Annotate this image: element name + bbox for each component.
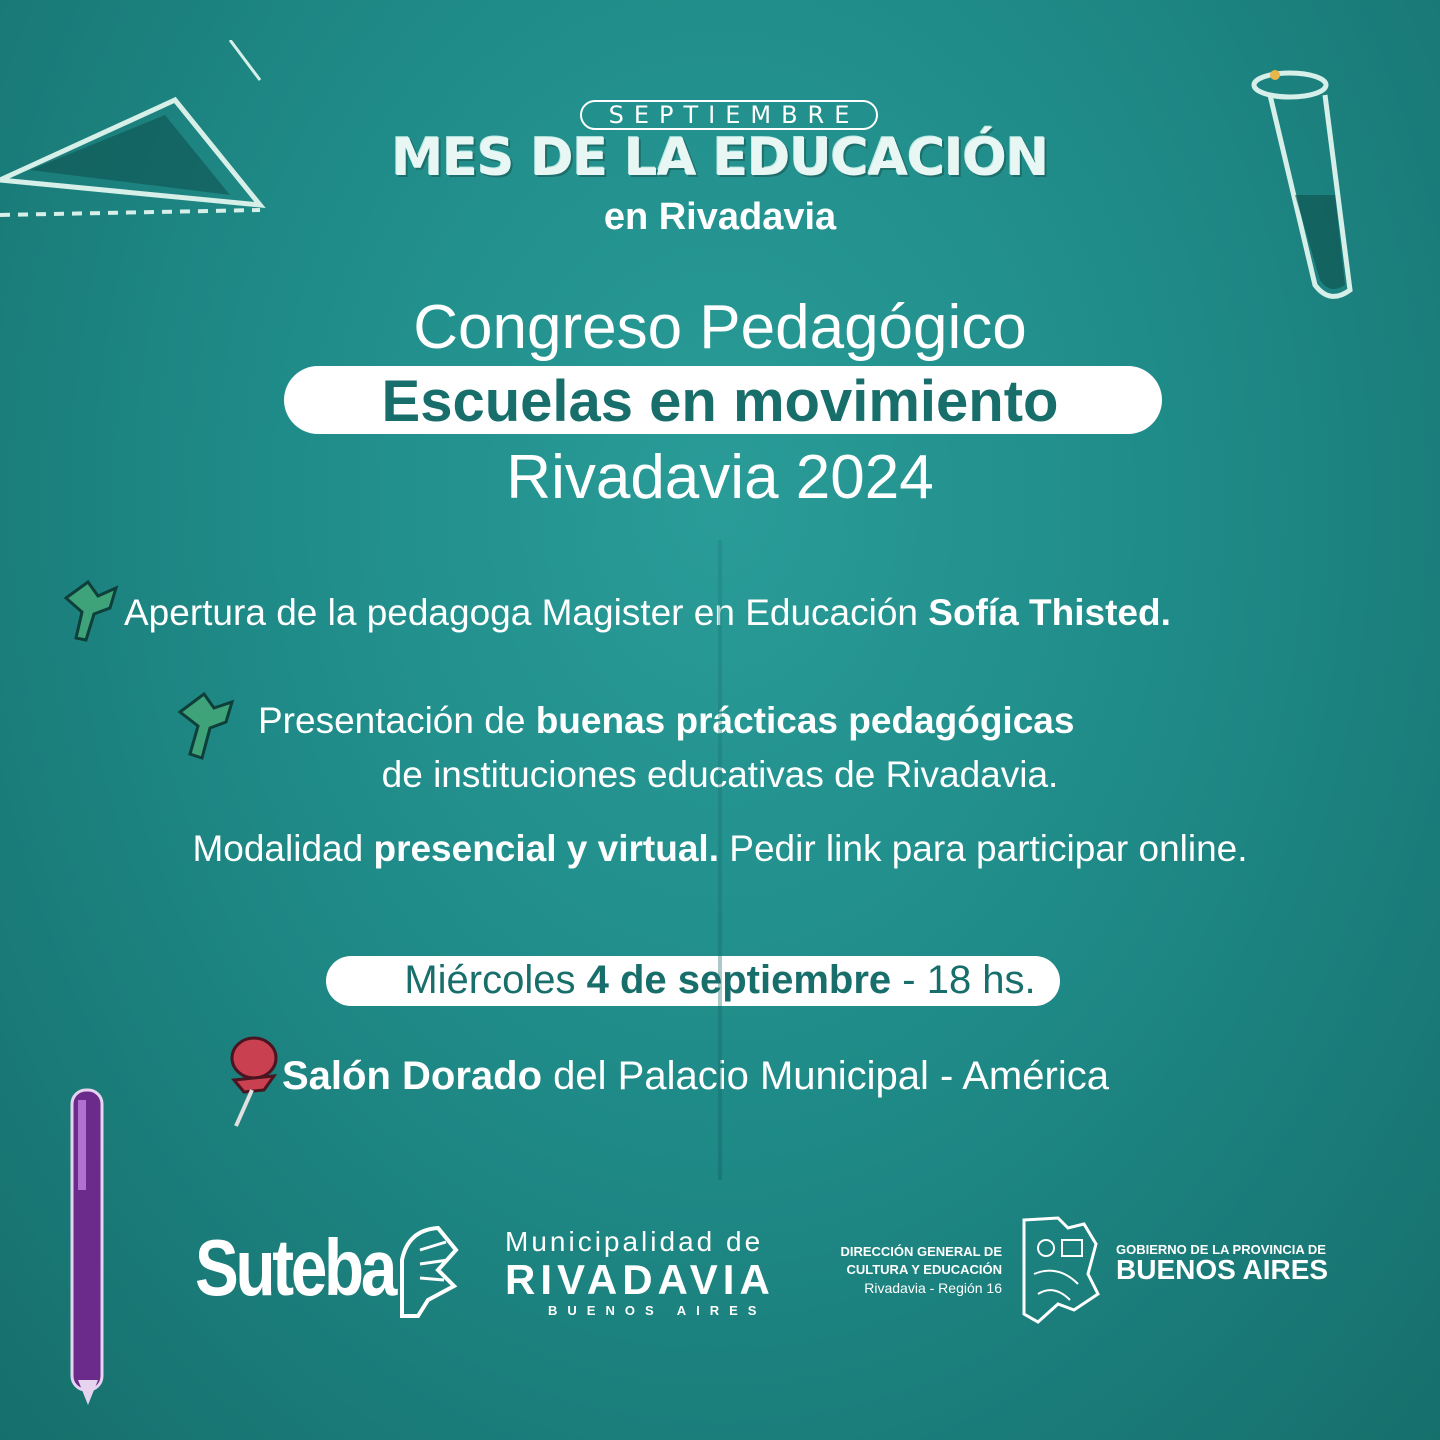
pushpin-green-icon <box>58 578 122 644</box>
campaign-subtitle: en Rivadavia <box>603 196 837 238</box>
muni-logo-line1: Municipalidad de <box>505 1226 764 1257</box>
dgcye-line2: CULTURA Y EDUCACIÓN <box>846 1262 1002 1277</box>
event-highlight: Escuelas en movimiento <box>381 369 1059 434</box>
event-date: Miércoles 4 de septiembre - 18 hs. <box>404 958 1036 1002</box>
event-edition: Rivadavia 2024 <box>506 443 934 512</box>
month-pill: SEPTIEMBRE <box>580 100 878 130</box>
suteba-logo: Suteba <box>195 1223 395 1312</box>
suteba-hand-icon <box>398 1220 462 1320</box>
muni-logo-line2: RIVADAVIA <box>505 1256 775 1303</box>
campaign-title: MES DE LA EDUCACIÓN <box>391 128 1049 188</box>
muni-logo-line3: BUENOS AIRES <box>548 1303 767 1318</box>
gba-logo-line2: BUENOS AIRES <box>1116 1254 1329 1285</box>
pushpin-red-icon <box>214 1030 284 1130</box>
pushpin-green-icon <box>174 690 240 762</box>
detail-presentation: Presentación de buenas prácticas pedagógicas <box>258 700 1075 741</box>
province-map-icon <box>1018 1214 1102 1326</box>
detail-opening: Apertura de la pedagoga Magister en Educación Sofía Thisted. <box>124 592 1171 633</box>
dgcye-line1: DIRECCIÓN GENERAL DE <box>840 1244 1002 1259</box>
detail-presentation-line2: de instituciones educativas de Rivadavia. <box>381 754 1059 795</box>
gba-logo-line1: GOBIERNO DE LA PROVINCIA DE <box>1116 1242 1326 1257</box>
event-venue: Salón Dorado del Palacio Municipal - América <box>282 1054 1109 1098</box>
detail-modality: Modalidad presencial y virtual. Pedir link para participar online. <box>192 828 1248 869</box>
event-name: Congreso Pedagógico <box>413 293 1027 362</box>
purple-pen-doodle-icon <box>60 1080 120 1410</box>
dgcye-line3: Rivadavia - Región 16 <box>864 1280 1002 1296</box>
